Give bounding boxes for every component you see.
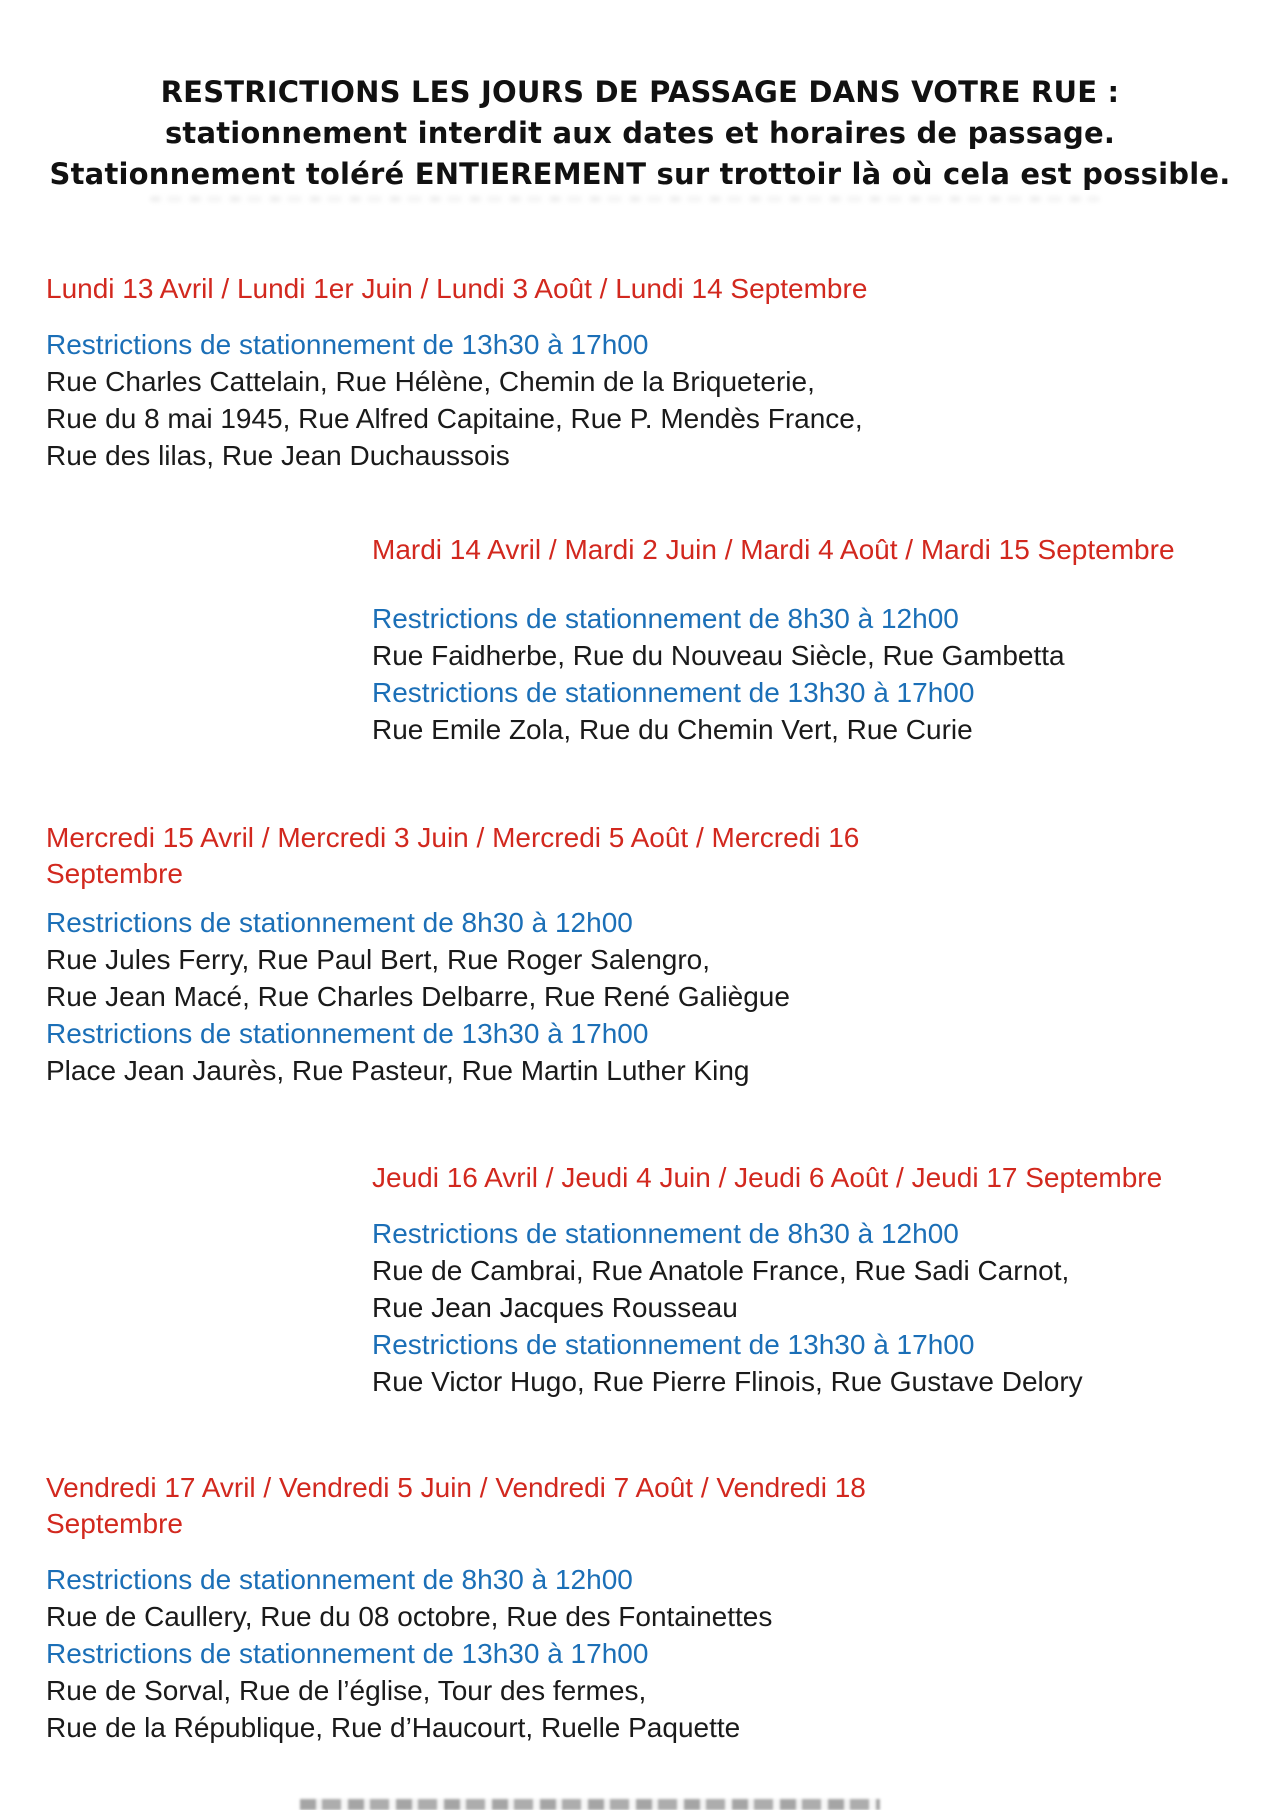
day-heading-vendredi [46, 1470, 1250, 1542]
section-mercredi [46, 820, 1250, 1089]
section-vendredi [46, 1470, 1250, 1746]
ghost-artifact-bottom [300, 1799, 880, 1810]
street-list-line: Place Jean Jaurès, Rue Pasteur, Rue Martin Luther King [46, 1055, 750, 1086]
ghost-artifact-top [150, 196, 1100, 202]
section-jeudi [46, 1160, 1250, 1400]
day-heading-line: Jeudi 16 Avril / Jeudi 4 Juin / Jeudi 6 Août / Jeudi 17 Septembre [372, 1162, 1163, 1193]
restriction-time: Restrictions de stationnement de 8h30 à 12h00 [46, 1564, 633, 1595]
street-list-line: Rue de Caullery, Rue du 08 octobre, Rue des Fontainettes [46, 1601, 773, 1632]
section-lundi [46, 271, 1250, 474]
day-heading-line: Mercredi 15 Avril / Mercredi 3 Juin / Mercredi 5 Août / Mercredi 16 [46, 822, 860, 853]
street-list-line: Rue Jean Jacques Rousseau [372, 1292, 738, 1323]
street-list-line: Rue Jules Ferry, Rue Paul Bert, Rue Roger Salengro, [46, 944, 711, 975]
restriction-time: Restrictions de stationnement de 8h30 à 12h00 [372, 603, 959, 634]
restriction-time: Restrictions de stationnement de 8h30 à 12h00 [46, 907, 633, 938]
day-heading-line: Vendredi 17 Avril / Vendredi 5 Juin / Vendredi 7 Août / Vendredi 18 [46, 1472, 866, 1503]
street-list-line: Rue de Cambrai, Rue Anatole France, Rue Sadi Carnot, [372, 1255, 1070, 1286]
street-list-line: Rue de la République, Rue d’Haucourt, Ruelle Paquette [46, 1712, 741, 1743]
day-heading-lundi [46, 271, 1250, 307]
restriction-time: Restrictions de stationnement de 13h30 à 17h00 [372, 677, 975, 708]
street-list-line: Rue Charles Cattelain, Rue Hélène, Chemin de la Briqueterie, [46, 366, 815, 397]
schedule-content [0, 271, 1280, 1746]
day-heading-mercredi [46, 820, 1250, 892]
restriction-time: Restrictions de stationnement de 13h30 à 17h00 [372, 1329, 975, 1360]
restriction-time: Restrictions de stationnement de 13h30 à 17h00 [46, 1638, 649, 1669]
street-list-line: Rue Victor Hugo, Rue Pierre Flinois, Rue Gustave Delory [372, 1366, 1083, 1397]
day-heading-jeudi [372, 1160, 1250, 1196]
street-list-line: Rue Emile Zola, Rue du Chemin Vert, Rue Curie [372, 714, 973, 745]
street-list-line: Rue des lilas, Rue Jean Duchaussois [46, 440, 510, 471]
restriction-time: Restrictions de stationnement de 13h30 à 17h00 [46, 329, 649, 360]
restriction-time: Restrictions de stationnement de 8h30 à 12h00 [372, 1218, 959, 1249]
restriction-time: Restrictions de stationnement de 13h30 à 17h00 [46, 1018, 649, 1049]
street-list-line: Rue Faidherbe, Rue du Nouveau Siècle, Rue Gambetta [372, 640, 1065, 671]
title-line-1: RESTRICTIONS LES JOURS DE PASSAGE DANS VOTRE RUE : [160, 75, 1120, 109]
page-title [0, 0, 1280, 195]
street-list-line: Rue du 8 mai 1945, Rue Alfred Capitaine, Rue P. Mendès France, [46, 403, 863, 434]
section-mardi [46, 532, 1250, 748]
title-line-3: Stationnement toléré ENTIEREMENT sur trottoir là où cela est possible. [49, 157, 1231, 191]
day-heading-line: Septembre [46, 858, 183, 889]
day-heading-line: Mardi 14 Avril / Mardi 2 Juin / Mardi 4 Août / Mardi 15 Septembre [372, 534, 1175, 565]
day-heading-mardi [372, 532, 1250, 568]
day-heading-line: Septembre [46, 1508, 183, 1539]
day-heading-line: Lundi 13 Avril / Lundi 1er Juin / Lundi 3 Août / Lundi 14 Septembre [46, 273, 868, 304]
street-list-line: Rue de Sorval, Rue de l’église, Tour des fermes, [46, 1675, 647, 1706]
street-list-line: Rue Jean Macé, Rue Charles Delbarre, Rue René Galiègue [46, 981, 790, 1012]
title-line-2: stationnement interdit aux dates et horaires de passage. [164, 116, 1116, 150]
